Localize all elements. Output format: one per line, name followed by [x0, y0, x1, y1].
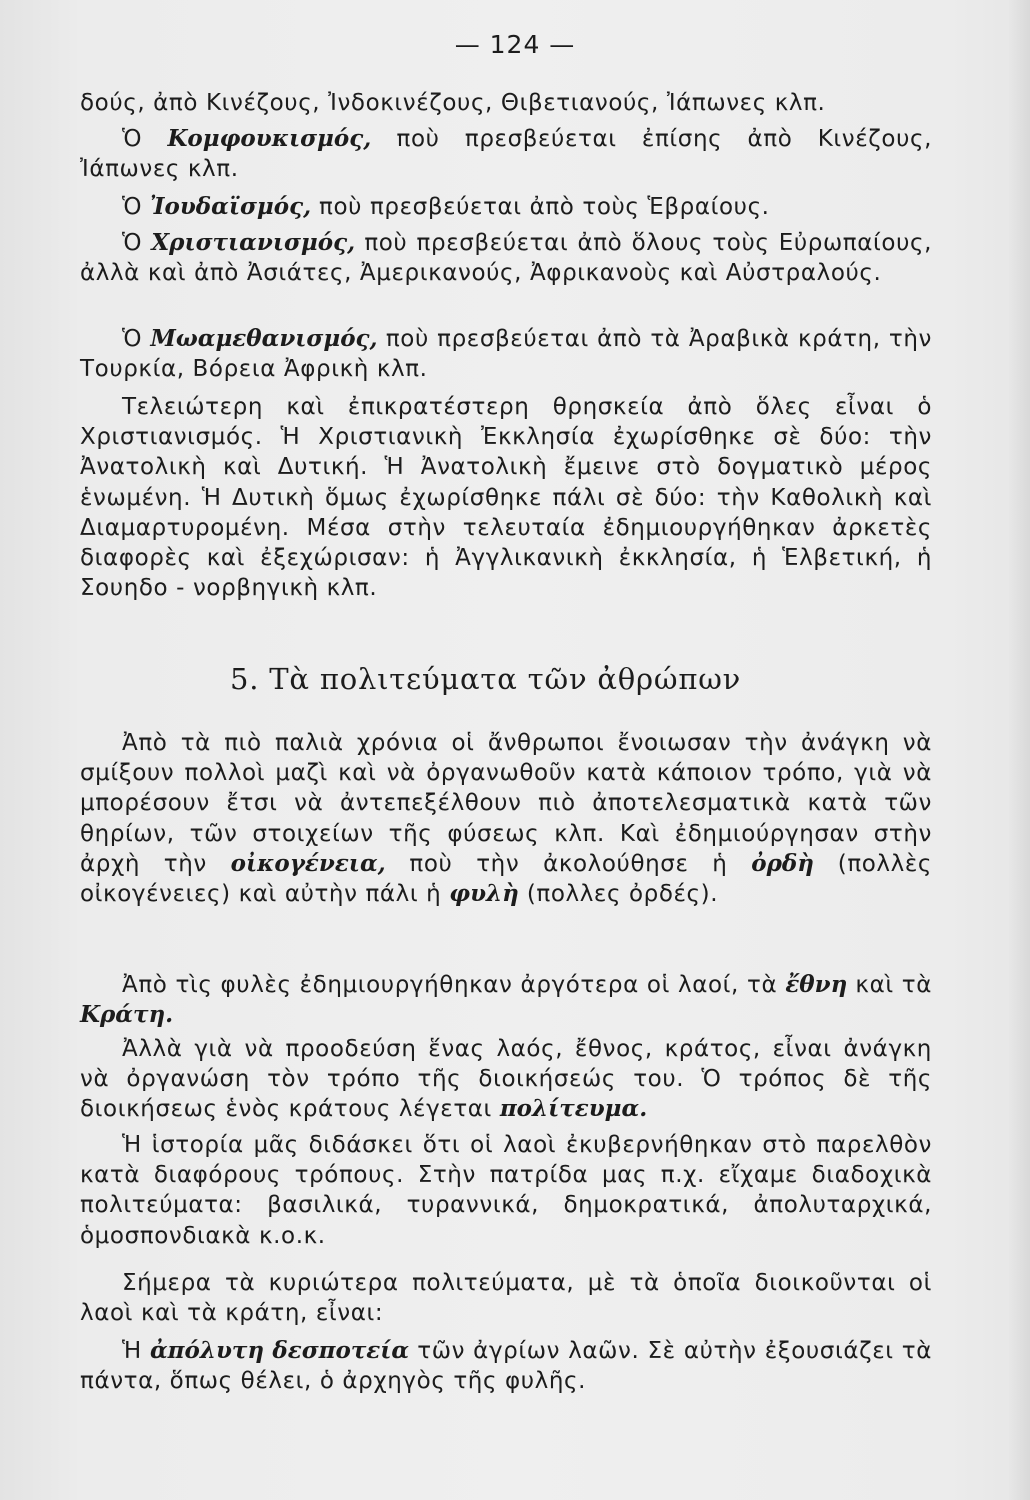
- emphasis-term: οἰκογένεια,: [230, 849, 386, 877]
- paragraph-text: ποὺ πρεσβεύεται ἐπίσης ἀπὸ Κινέζους, Ἰάπωνες κλπ.: [80, 126, 932, 183]
- paragraph-text: δούς, ἀπὸ Κινέζους, Ἰνδοκινέζους, Θιβετιανούς, Ἰάπωνες κλπ.: [80, 90, 826, 116]
- paragraph-text: Ἀπὸ τὰ πιὸ παλιὰ χρόνια οἱ ἄνθρωποι ἔνοιωσαν τὴν ἀνάγκη νὰ σμίξουν πολλοὶ μαζὶ καὶ νὰ ὀργανωθοῦν κατὰ κάποιον τρόπο, γιὰ νὰ μπορέσουν ἔτσι νὰ ἀντεπεξέλθουν πιὸ ἀποτελεσματικὰ κατὰ τῶν θηρίων, τῶν στοιχείων τῆς φύσεως κλπ. Καὶ ἐδημιούργησαν στὴν ἀρχὴ τὴν: [80, 730, 932, 877]
- emphasis-term: πολίτευμα.: [499, 1095, 648, 1123]
- paragraph-despotism: [80, 1336, 932, 1396]
- paragraph-text: Τελειώτερη καὶ ἐπικρατέστερη θρησκεία ἀπὸ ὅλες εἶναι ὁ Χριστιανισμός. Ἡ Χριστιανικὴ Ἐκκλησία ἐχωρίσθηκε σὲ δύο: τὴν Ἀνατολικὴ καὶ Δυτική. Ἡ Ἀνατολικὴ ἔμεινε στὸ δογματικὸ μέρος ἑνωμένη. Ἡ Δυτικὴ ὅμως ἐχωρίσθηκε πάλι σὲ δύο: τὴν Καθολικὴ καὶ Διαμαρτυρομένη. Μέσα στὴν τελευταία ἐδημιουργήθηκαν ἀρκετὲς διαφορὲς καὶ ἐξεχώρισαν: ἡ Ἀγγλικανικὴ ἐκκλησία, ἡ Ἑλβετική, ἡ Σουηδο - νορβηγικὴ κλπ.: [80, 394, 932, 602]
- paragraph-text: Σήμερα τὰ κυριώτερα πολιτεύματα, μὲ τὰ ὁποῖα διοικοῦνται οἱ λαοὶ καὶ τὰ κράτη, εἶναι:: [80, 1270, 932, 1327]
- paragraph-text: ποὺ πρεσβεύεται ἀπὸ ὅλους τοὺς Εὐρωπαίους, ἀλλὰ καὶ ἀπὸ Ἀσιάτες, Ἀμερικανούς, Ἀφρικανοὺς καὶ Αὐστραλούς.: [80, 230, 932, 287]
- section-heading: 5. Τὰ πολιτεύματα τῶν ἀθρώπων: [230, 662, 742, 696]
- paragraph-text: Ἀπὸ τὶς φυλὲς ἐδημιουργήθηκαν ἀργότερα οἱ λαοί, τὰ: [122, 972, 786, 998]
- paragraph-christianity: [80, 228, 932, 288]
- paragraph-text: (πολλες ὀρδές).: [518, 881, 719, 908]
- paragraph-text: ποὺ πρεσβεύεται ἀπὸ τὰ Ἀραβικὰ κράτη, τὴν Τουρκία, Βόρεια Ἀφρικὴ κλπ.: [80, 326, 932, 383]
- paragraph-text: καὶ τὰ: [847, 972, 932, 998]
- paragraph-text: Ἡ ἱστορία μᾶς διδάσκει ὅτι οἱ λαοὶ ἐκυβερνήθηκαν στὸ παρελθὸν κατὰ διαφόρους τρόπους. Στὴν πατρίδα μας π.χ. εἴχαμε διαδοχικὰ πολιτεύματα: βασιλικά, τυραννικά, δημοκρατικά, ἀπολυταρχικά, ὁμοσπονδιακὰ κ.ο.κ.: [80, 1132, 932, 1249]
- emphasis-term: Μωαμεθανισμός,: [150, 325, 378, 352]
- emphasis-term: Κομφουκισμός,: [167, 125, 372, 152]
- paragraph-text: Ἡ: [122, 1338, 150, 1364]
- paragraph-text: Ὁ: [122, 194, 151, 220]
- paragraph-text: (πολλὲς οἰκογένειες) καὶ αὐτὴν πάλι ἡ: [80, 850, 932, 908]
- paragraph-text: Ἀλλὰ γιὰ νὰ προοδεύση ἕνας λαός, ἔθνος, κράτος, εἶναι ἀνάγκη νὰ ὀργανώση τὸν τρόπο τῆς διοικήσεώς του. Ὁ τρόπος δὲ τῆς διοικήσεως ἑνὸς κράτους λέγεται: [80, 1036, 932, 1123]
- page-number: — 124 —: [454, 30, 576, 59]
- paragraph-text: Ὁ: [122, 126, 168, 152]
- emphasis-term: Χριστιανισμός,: [151, 229, 356, 256]
- paragraph-nations: [80, 970, 932, 1030]
- paragraph-text: ποὺ πρεσβεύεται ἀπὸ τοὺς Ἑβραίους.: [311, 194, 770, 220]
- emphasis-term: ἀπόλυτη δεσποτεία: [149, 1337, 410, 1364]
- paragraph-church-division: [80, 392, 932, 603]
- paragraph-continuation: [80, 88, 932, 118]
- emphasis-term: ὀρδὴ: [751, 849, 814, 877]
- emphasis-term: Ἰουδαϊσμός,: [150, 193, 312, 220]
- emphasis-term: ἔθνη: [785, 971, 848, 998]
- paragraph-today: [80, 1268, 932, 1328]
- paragraph-text: Ὁ: [122, 230, 152, 256]
- paragraph-text: ποὺ τὴν ἀκολούθησε ἡ: [385, 850, 752, 877]
- paragraph-confucianism: [80, 124, 932, 184]
- paragraph-polity-definition: [80, 1034, 932, 1125]
- paragraph-islam: [80, 324, 932, 384]
- paragraph-origins: [80, 728, 932, 909]
- paragraph-history: [80, 1130, 932, 1251]
- paragraph-judaism: [80, 192, 932, 222]
- emphasis-term: Κράτη.: [80, 1001, 174, 1029]
- page-edge-shadow: [1008, 0, 1030, 1500]
- paragraph-text: Ὁ: [122, 326, 151, 352]
- emphasis-term: φυλὴ: [449, 880, 519, 908]
- paragraph-text: τῶν ἀγρίων λαῶν. Σὲ αὐτὴν ἐξουσιάζει τὰ πάντα, ὅπως θέλει, ὁ ἀρχηγὸς τῆς φυλῆς.: [80, 1338, 932, 1395]
